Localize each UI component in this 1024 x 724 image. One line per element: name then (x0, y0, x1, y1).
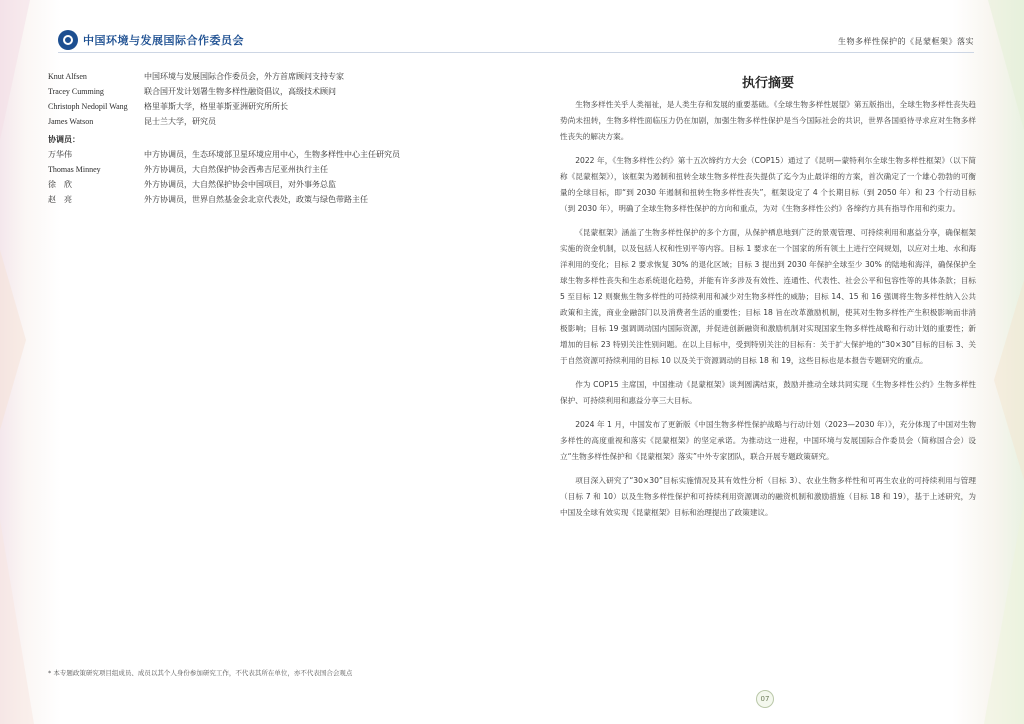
footnote: * 本专题政策研究项目组成员、成员以其个人身份参加研究工作，不代表其所在单位，亦不代表国合会观点 (48, 669, 353, 677)
coordinator-name: 徐 欣 (48, 180, 72, 189)
decor-shape-left-bottom (0, 520, 34, 724)
coordinator-row (48, 150, 488, 160)
member-row (48, 102, 488, 112)
paragraph: 2024 年 1 月，中国发布了更新版《中国生物多样性保护战略与行动计划（2023—2030 年）》，充分体现了中国对生物多样性的高度重视和落实《昆蒙框架》的坚定承诺。为推动这一进程，中国环境与发展国际合作委员会（简称国合会）设立“生物多样性保护和《昆蒙框架》落实”中外专家团队，联合开展专题政策研究。 (560, 420, 976, 461)
coordinator-name: 赵 亮 (48, 195, 72, 204)
coordinator-role: 外方协调员，大自然保护协会中国项目，对外事务总监 (144, 180, 336, 189)
decor-shape-right-bottom (984, 500, 1024, 724)
org-name: 中国环境与发展国际合作委员会 (83, 34, 244, 47)
member-role: 昆士兰大学，研究员 (144, 117, 216, 126)
coordinator-row (48, 180, 488, 190)
cciced-logo-icon (58, 30, 78, 50)
coordinators-heading: 协调员： (48, 135, 80, 144)
decor-shape-right-mid (994, 280, 1024, 480)
coordinator-role: 中方协调员，生态环境部卫星环境应用中心，生物多样性中心主任研究员 (144, 150, 400, 159)
member-role: 格里菲斯大学，格里菲斯亚洲研究所所长 (144, 102, 288, 111)
member-name: Tracey Cumming (48, 87, 104, 96)
paragraph: 作为 COP15 主席国，中国推动《昆蒙框架》谈判圆满结束，鼓励并推动全球共同实现《生物多样性公约》生物多样性保护、可持续利用和惠益分享三大目标。 (560, 380, 976, 405)
member-name: Knut Alfsen (48, 72, 87, 81)
coordinator-role: 外方协调员，世界自然基金会北京代表处，政策与绿色带路主任 (144, 195, 368, 204)
member-name: Christoph Nedopil Wang (48, 102, 128, 111)
coordinator-row (48, 195, 488, 205)
page-number: 07 (756, 690, 774, 708)
member-list (48, 72, 488, 210)
paragraph: 《昆蒙框架》涵盖了生物多样性保护的多个方面，从保护栖息地到广泛的景观管理、可持续利用和惠益分享，确保框架实施的资金机制，以及包括人权和性别平等内容。目标 1 要求在一个国家的所有领土上进行空间规划，以应对土地、水和海洋利用的变化；目标 2 要求恢复 30% 的退化区域；目标 3 提出到 2030 年保护全球至少 30% 的陆地和海洋，确保保护全球生物多样性丧失和生态系统退化趋势，并能有许多涉及有效性、连通性、代表性、社会公平和包容性等的具体条款；目标 5 至目标 12 则聚焦生物多样性的可持续利用和减少对生物多样性的威胁；目标 14、15 和 16 强调将生物多样性纳入公共政策和主流，商业金融部门以及消费者生活的重要性；目标 18 旨在改革激励机制，使其对生物多样性产生积极影响而非消极影响；目标 19 强调调动国内国际资源，并促进创新融资和激励机制对实现国家生物多样性战略和行动计划的重要性；新增加的目标 23 特别关注性别问题。在以上目标中，受到特别关注的目标有：关于扩大保护地的“30×30”目标的目标 3、关于自然资源可持续利用的目标 10 以及关于资源调动的目标 18 和 19，这些目标也是本报告专题研究的重点。 (560, 228, 976, 365)
paragraph: 生物多样性关乎人类福祉，是人类生存和发展的重要基础。《全球生物多样性展望》第五版指出，全球生物多样性丧失趋势尚未扭转，生物多样性面临压力仍在加剧，加强生物多样性保护是当今国际社会的共识，世界各国亟待寻求应对生物多样性丧失的解决方案。 (560, 100, 976, 141)
executive-summary-body (560, 97, 976, 529)
coordinator-name: Thomas Minney (48, 165, 101, 174)
coordinator-role: 外方协调员，大自然保护协会西弗吉尼亚州执行主任 (144, 165, 328, 174)
decor-shape-left-mid (0, 250, 26, 430)
member-row (48, 72, 488, 82)
decor-shape-left-top (0, 0, 30, 140)
member-role: 中国环境与发展国际合作委员会，外方首席顾问支持专家 (144, 72, 344, 81)
member-row (48, 87, 488, 97)
decor-shape-right-top (988, 0, 1024, 130)
coordinator-row (48, 165, 488, 175)
member-name: James Watson (48, 117, 94, 126)
header-divider-right (512, 52, 974, 53)
member-row (48, 117, 488, 127)
header-brand (58, 30, 244, 50)
paragraph: 2022 年，《生物多样性公约》第十五次缔约方大会（COP15）通过了《昆明—蒙特利尔全球生物多样性框架》（以下简称《昆蒙框架》），该框架为遏制和扭转全球生物多样性丧失提供了迄今为止最详细的方案，首次确定了一个雄心勃勃的可衡量的全球目标，即“到 2030 年遏制和扭转生物多样性丧失”，框架设定了 4 个长期目标（到 2050 年）和 23 个行动目标（到 2030 年），明确了全球生物多样性保护的方向和重点，为对《生物多样性公约》各缔约方具有指导作用和约束力。 (560, 156, 976, 213)
coordinator-name: 万华伟 (48, 150, 72, 159)
executive-summary-title: 执行摘要 (741, 76, 794, 91)
header-divider-left (58, 52, 512, 53)
member-role: 联合国开发计划署生物多样性融资倡议，高级技术顾问 (144, 87, 336, 96)
report-title: 生物多样性保护的《昆蒙框架》落实 (838, 37, 974, 46)
paragraph: 项目深入研究了“30×30”目标实施情况及其有效性分析（目标 3）、农业生物多样性和可再生农业的可持续利用与管理（目标 7 和 10）以及生物多样性保护和可持续利用资源调动的融资机制和激励措施（目标 18 和 19），基于上述研究，为中国及全球有效实现《昆蒙框架》目标和治理提出了政策建议。 (560, 476, 976, 517)
